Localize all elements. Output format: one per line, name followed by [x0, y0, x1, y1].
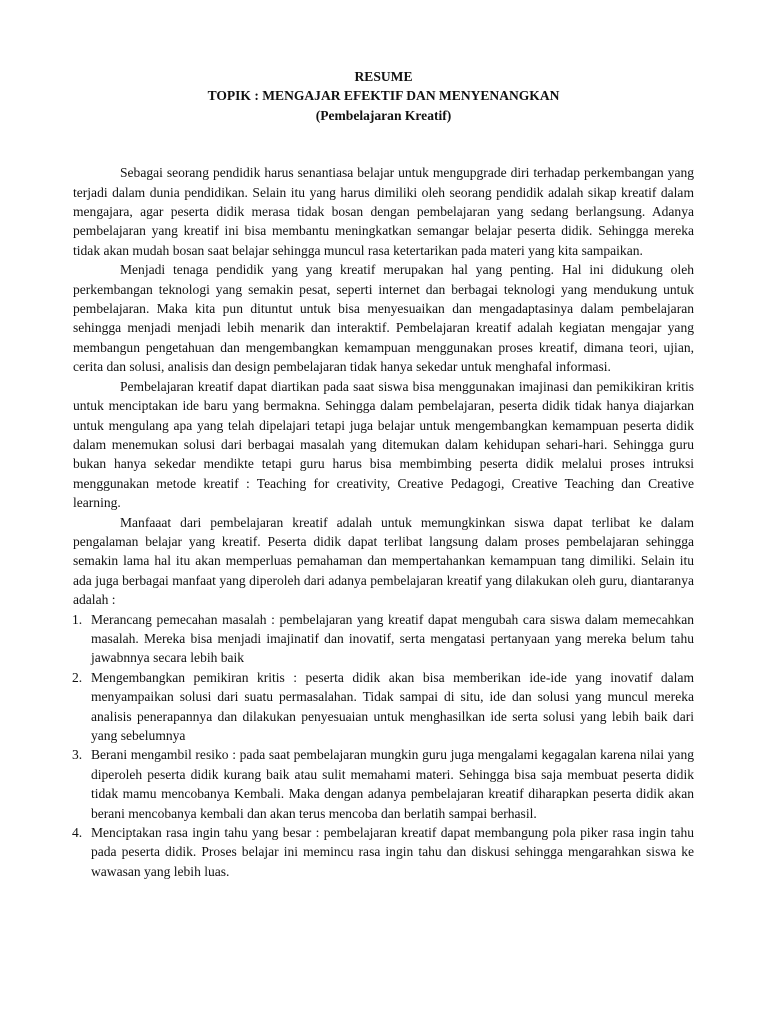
paragraph-3: Pembelajaran kreatif dapat diartikan pada saat siswa bisa menggunakan imajinasi dan pemikikiran kritis untuk menciptakan ide baru yang bermakna. Sehingga dalam pembelajaran, peserta didik tidak hanya diajarkan untuk mengulang apa yang telah dipelajari tetapi juga belajar untuk mengembangkan kemampuan peserta didik dalam menemukan solusi dari berbagai masalah yang ditemukan dalam kehidupan sehari-hari. Sehingga guru bukan hanya sekedar mendikte tetapi guru harus bisa membimbing peserta didik melalui proses intruksi menggunakan metode kreatif : Teaching for creativity, Creative Pedagogi, Creative Teaching dan Creative learning.: [73, 378, 694, 511]
heading-topic: TOPIK : MENGAJAR EFEKTIF DAN MENYENANGKAN: [207, 88, 560, 104]
paragraph-2: Menjadi tenaga pendidik yang yang kreatif merupakan hal yang penting. Hal ini didukung oleh perkembangan teknologi yang semakin pesat, seperti internet dan berbagai teknologi yang mendukung untuk pembelajaran. Maka kita pun dituntut untuk bisa menyesuaikan dan mengadaptasinya dalam pembelajaran sehingga menjadi menjadi lebih menarik dan interaktif. Pembelajaran kreatif adalah kegiatan mengajar yang membangun pengetahuan dan mengembangkan kemampuan menggunakan proses kreatif, dimana teori, ujian, cerita dan solusi, analisis dan design pembelajaran tidak hanya sekedar untuk menghafal informasi.: [73, 262, 694, 375]
paragraph-4: Manfaaat dari pembelajaran kreatif adalah untuk memungkinkan siswa dapat terlibat ke dalam pengalaman belajar yang kreatif. Peserta didik dapat terlibat langsung dalam proses pembelajaran sehingga semakin lama hal itu akan memperluas pemahaman dan mempertahankan kemampuan tang dimiliki. Selain itu ada juga berbagai manfaat yang diperoleh dari adanya pembelajaran kreatif yang dilakukan oleh guru, diantaranya adalah :: [73, 514, 694, 608]
list-item: [72, 745, 694, 823]
list-item-number: 1.: [72, 611, 83, 627]
document-heading: [73, 67, 694, 125]
paragraph-1: Sebagai seorang pendidik harus senantiasa belajar untuk mengupgrade diri terhadap perkembangan yang terjadi dalam dunia pendidikan. Selain itu yang harus dimiliki oleh seorang pendidik adalah sikap kreatif dalam mengajara, agar peserta didik merasa tidak bosan dengan pembelajaran yang sedang berlangsung. Adanya pembelajaran yang kreatif ini bisa membantu meningkatkan semangar belajar peserta didik. Sehingga mereka tidak akan mudah bosan saat belajar sehingga muncul rasa ketertarikan pada materi yang kita sampaikan.: [73, 165, 694, 258]
list-item-text: Merancang pemecahan masalah : pembelajaran yang kreatif dapat mengubah cara siswa dalam memecahkan masalah. Mereka bisa menjadi imajinatif dan inovatif, serta mengatasi pertanyaan yang mereka belum tahu jawabnnya secara lebih baik: [91, 611, 694, 666]
heading-subtitle: (Pembelajaran Kreatif): [315, 107, 452, 123]
list-item-text: Mengembangkan pemikiran kritis : peserta didik akan bisa memberikan ide-ide yang inovatif dalam menyampaikan solusi dari suatu permasalahan. Tidak sampai di situ, ide dan solusi yang muncul mereka analisis penerapannya dan dilakukan penyesuaian untuk menghasilkan ide serta solusi yang lebih baik dari yang sebelumnya: [91, 669, 694, 743]
list-item-number: 4.: [72, 825, 83, 841]
list-item-number: 2.: [72, 669, 83, 685]
heading-spacer: [73, 125, 694, 163]
list-item-text: Menciptakan rasa ingin tahu yang besar : pembelajaran kreatif dapat membangung pola piker rasa ingin tahu pada peserta didik. Proses belajar ini memincu rasa ingin tahu dan diskusi sehingga mengarahkan siswa ke wawasan yang lebih luas.: [91, 825, 694, 879]
list-item: [72, 823, 694, 881]
list-item-number: 3.: [72, 747, 83, 763]
list-item: [72, 668, 694, 746]
benefits-list: [73, 610, 694, 882]
document-page: [73, 67, 694, 881]
list-item: [72, 610, 694, 668]
heading-resume: RESUME: [354, 69, 413, 84]
list-item-text: Berani mengambil resiko : pada saat pembelajaran mungkin guru juga mengalami kegagalan karena nilai yang diperoleh peserta didik kurang baik atau sulit memahami materi. Sehingga bisa saja membuat peserta didik tidak mamu mencobanya Kembali. Maka dengan adanya pembelajaran kreatif diharapkan peserta didik akan berani mencobanya kembali dan akan terus mencoba dan berlatih sampai berhasil.: [91, 747, 694, 821]
